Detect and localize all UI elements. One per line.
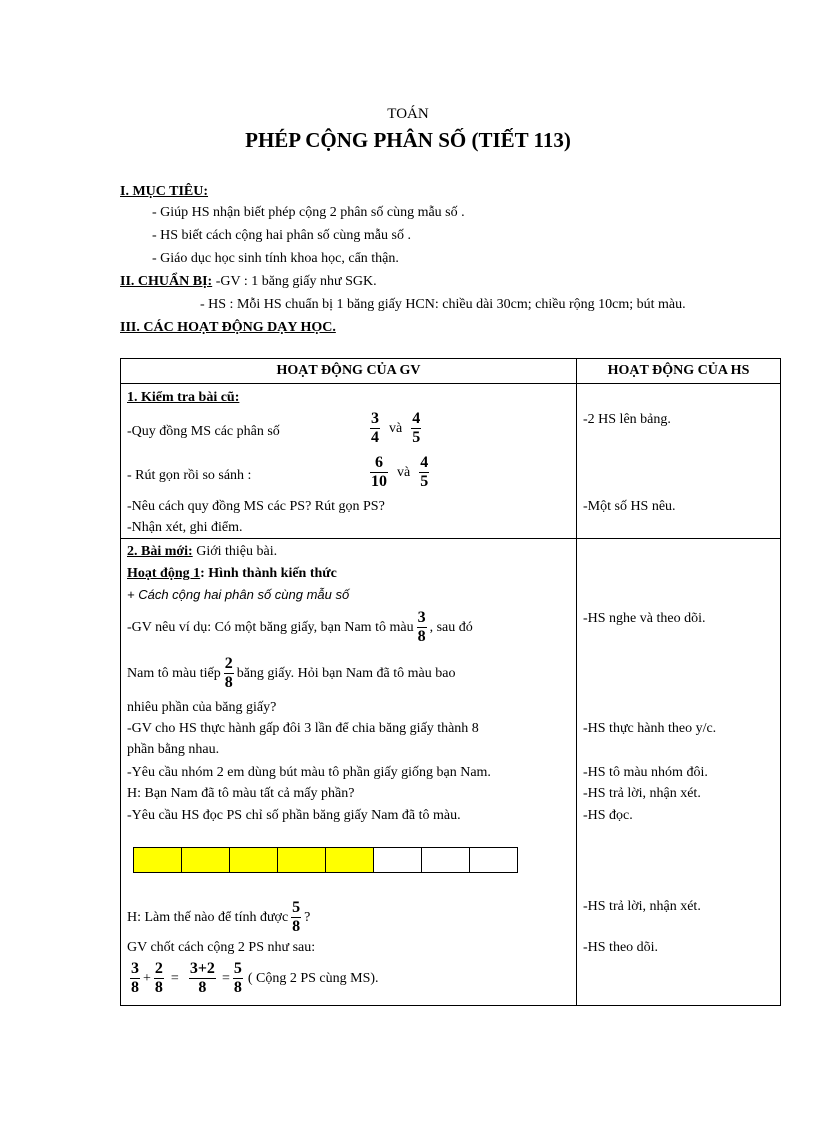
objective-item: - HS biết cách cộng hai phân số cùng mẫu số . bbox=[152, 228, 411, 243]
part2-hs-response: -HS đọc. bbox=[583, 808, 633, 823]
part2-heading: 2. Bài mới: bbox=[127, 544, 193, 559]
fraction: $\frac{4}{5}$ bbox=[412, 410, 421, 446]
part2-hs-cell bbox=[577, 539, 781, 1006]
part1-gv-cell bbox=[121, 384, 577, 539]
part2-hs-response: -HS nghe và theo dõi. bbox=[583, 611, 706, 626]
preparation-hs: - HS : Mỗi HS chuẩn bị 1 băng giấy HCN: chiều dài 30cm; chiều rộng 10cm; bút màu. bbox=[200, 297, 686, 312]
fraction: $\frac{3}{4}$ bbox=[371, 410, 379, 446]
fraction: $\frac{3+2}{8}$ bbox=[189, 960, 215, 996]
part1-line2: - Rút gọn rồi so sánh : bbox=[127, 468, 252, 483]
strip-cell-empty bbox=[422, 848, 470, 872]
request-line2: -Yêu cầu HS đọc PS chỉ số phần băng giấy Nam đã tô màu. bbox=[127, 808, 461, 823]
part1-line3: -Nêu cách quy đồng MS các PS? Rút gọn PS? bbox=[127, 499, 385, 514]
preparation-gv: -GV : 1 băng giấy như SGK. bbox=[212, 274, 377, 289]
strip-cell-colored bbox=[230, 848, 278, 872]
question-line2: H: Làm thế nào để tính được $\frac{5}{8}$ ? bbox=[127, 899, 311, 935]
activity-label: Hoạt động 1 bbox=[127, 566, 201, 581]
part2-hs-response: -HS thực hành theo y/c. bbox=[583, 721, 717, 736]
part1-heading: 1. Kiểm tra bài cũ: bbox=[127, 390, 240, 405]
fraction: $\frac{6}{10}$ bbox=[371, 454, 387, 490]
fraction: $\frac{2}{8}$ bbox=[154, 960, 163, 996]
activities-table bbox=[120, 358, 781, 1006]
part2-intro: Giới thiệu bài. bbox=[192, 544, 278, 559]
part2-hs-response: -HS trả lời, nhận xét. bbox=[583, 899, 701, 914]
strip-cell-colored bbox=[278, 848, 326, 872]
example-line3: nhiêu phần của băng giấy? bbox=[127, 700, 277, 715]
activity-title-line bbox=[127, 564, 337, 584]
part1-line1: -Quy đồng MS các phân số bbox=[127, 424, 280, 439]
part1-hs-response: -2 HS lên bảng. bbox=[583, 412, 671, 427]
activities-heading: III. CÁC HOẠT ĐỘNG DẠY HỌC. bbox=[120, 320, 336, 335]
preparation-line bbox=[120, 272, 377, 292]
part2-hs-response: -HS theo dõi. bbox=[583, 940, 659, 955]
method-line: + Cách cộng hai phân số cùng mẫu số bbox=[127, 587, 350, 602]
fraction: $\frac{3}{8}$ bbox=[417, 609, 426, 645]
strip-cell-empty bbox=[470, 848, 517, 872]
part2-hs-response: -HS trả lời, nhận xét. bbox=[583, 786, 701, 801]
fold-line1: -GV cho HS thực hành gấp đôi 3 lần để chia băng giấy thành 8 bbox=[127, 721, 479, 736]
objectives-heading: I. MỤC TIÊU: bbox=[120, 184, 209, 199]
column-header-gv: HOẠT ĐỘNG CỦA GV bbox=[121, 359, 577, 384]
paper-strip bbox=[133, 847, 518, 873]
part2-hs-response: -HS tô màu nhóm đôi. bbox=[583, 765, 708, 780]
fold-line2: phần bằng nhau. bbox=[127, 742, 220, 757]
strip-cell-empty bbox=[374, 848, 422, 872]
request-line1: -Yêu cầu nhóm 2 em dùng bút màu tô phần giấy giống bạn Nam. bbox=[127, 765, 491, 780]
strip-cell-colored bbox=[326, 848, 374, 872]
fraction: $\frac{5}{8}$ bbox=[292, 899, 301, 935]
column-header-hs: HOẠT ĐỘNG CỦA HS bbox=[577, 359, 781, 384]
conclude-line: GV chốt cách cộng 2 PS như sau: bbox=[127, 940, 316, 955]
strip-cell-colored bbox=[134, 848, 182, 872]
part1-line2-fracs: $\frac{6}{10}$ và $\frac{4}{5}$ bbox=[371, 454, 429, 490]
objective-item: - Giáo dục học sinh tính khoa học, cẩn thận. bbox=[152, 251, 399, 266]
part2-heading-line bbox=[127, 542, 277, 562]
fraction: $\frac{4}{5}$ bbox=[420, 454, 429, 490]
example-line1: -GV nêu ví dụ: Có một băng giấy, bạn Nam tô màu $\frac{3}{8}$ , sau đó bbox=[127, 609, 473, 645]
example-line2: Nam tô màu tiếp $\frac{2}{8}$ băng giấy. Hỏi bạn Nam đã tô màu bao bbox=[127, 655, 456, 691]
part2-gv-cell bbox=[121, 539, 577, 1006]
subject-label: TOÁN bbox=[387, 106, 429, 122]
part1-line4: -Nhận xét, ghi điểm. bbox=[127, 520, 243, 535]
fraction: $\frac{3}{8}$ bbox=[131, 960, 139, 996]
page-title: PHÉP CỘNG PHÂN SỐ (TIẾT 113) bbox=[245, 128, 571, 152]
part1-hs-cell bbox=[577, 384, 781, 539]
question-line1: H: Bạn Nam đã tô màu tất cả mấy phần? bbox=[127, 786, 355, 801]
fraction: $\frac{2}{8}$ bbox=[224, 655, 233, 691]
strip-cell-colored bbox=[182, 848, 230, 872]
objective-item: - Giúp HS nhận biết phép cộng 2 phân số cùng mẫu số . bbox=[152, 205, 465, 220]
activity-title: : Hình thành kiến thức bbox=[200, 566, 337, 581]
formula-line: $\frac{3}{8}$ + $\frac{2}{8}$ = $\frac{3+2}{8}$ = $\frac{5}{8}$ ( Cộng 2 PS cùng MS). bbox=[131, 960, 379, 996]
part1-line1-fracs: $\frac{3}{4}$ và $\frac{4}{5}$ bbox=[371, 410, 421, 446]
fraction: $\frac{5}{8}$ bbox=[233, 960, 242, 996]
part1-hs-response: -Một số HS nêu. bbox=[583, 499, 676, 514]
preparation-heading: II. CHUẨN BỊ: bbox=[120, 274, 213, 289]
